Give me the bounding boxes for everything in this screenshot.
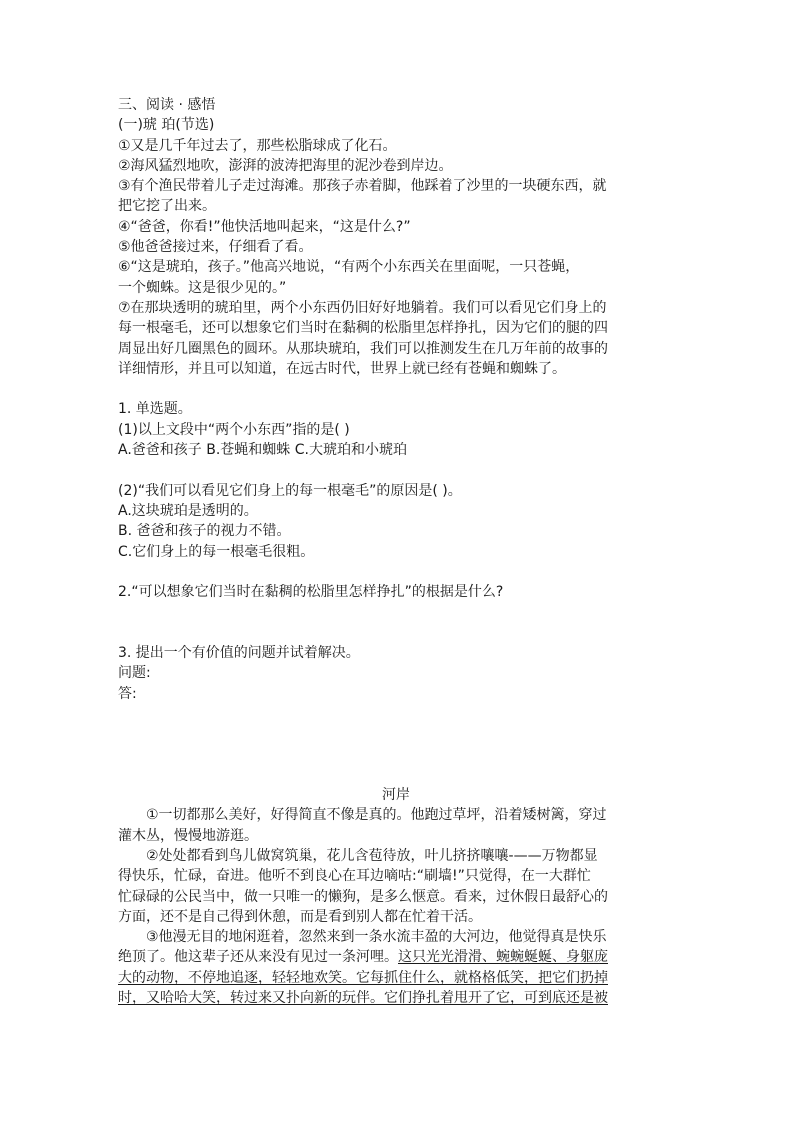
blank-line: [118, 562, 674, 582]
answer-space: [118, 765, 674, 785]
passage1-line: ③有个渔民带着儿子走过海滩。那孩子赤着脚，他踩着了沙里的一块硬东西，就: [118, 178, 607, 195]
passage1-line: 周显出好几圈黑色的圆环。从那块琥珀，我们可以推测发生在几万年前的故事的: [118, 340, 608, 357]
plain-text: 绝顶了。他这辈子还从来没有见过一条河哩。: [118, 949, 398, 966]
answer-space: [118, 704, 674, 724]
answer-space: [118, 724, 674, 744]
passage1-line: ④“爸爸，你看!”他快活地叫起来，“这是什么?”: [118, 218, 411, 235]
passage2-paragraph3-line: [118, 968, 674, 988]
passage2-paragraph2-line: 方面，还不是自己得到休憩，而是看到别人都在忙着干活。: [118, 908, 482, 925]
underlined-sentence: 时，又哈哈大笑，转过来又扑向新的玩伴。: [118, 990, 384, 1007]
underlined-sentence: 它每抓住什么，就格格低笑，把它们扔掉: [356, 969, 608, 986]
passage2-paragraph1-line: ①一切都那么美好，好得简直不像是真的。他跑过草坪，沿着矮树篱，穿过: [146, 807, 607, 824]
passage1-line: 详细情形，并且可以知道，在远古时代，世界上就已经有苍蝇和蜘蛛了。: [118, 360, 566, 377]
question-2: 2.“可以想象它们当时在黏稠的松脂里怎样挣扎”的根据是什么?: [118, 584, 504, 601]
passage1-line: ⑦在那块透明的琥珀里，两个小东西仍旧好好地躺着。我们可以看见它们身上的: [118, 299, 607, 316]
underlined-sentence: 它们挣扎着甩开了它，可到底还是被: [384, 990, 608, 1007]
passage2-paragraph2-line: 忙碌碌的公民当中，做一只唯一的懒狗，是多么惬意。看来，过休假日最舒心的: [118, 888, 608, 905]
question-3-question-label: 问题:: [118, 665, 151, 682]
question-1-2-option-c: C.它们身上的每一根毫毛很粗。: [118, 543, 315, 560]
underlined-sentence: 大的动物，不停地追逐，轻轻地欢笑。: [118, 969, 356, 986]
question-1-2-stem: (2)“我们可以看见它们身上的每一根毫毛”的原因是( )。: [118, 482, 462, 499]
question-1-2-option-a: A.这块琥珀是透明的。: [118, 502, 258, 519]
section-heading: 三、阅读 · 感悟: [118, 97, 216, 113]
passage1-title: (一)琥 珀(节选): [118, 117, 215, 134]
passage2-paragraph1-line: 灌木丛，慢慢地游逛。: [118, 827, 258, 844]
passage2-title: 河岸: [382, 787, 410, 804]
passage1-line: ①又是几千年过去了，那些松脂球成了化石。: [118, 137, 397, 154]
worksheet-page: [118, 95, 674, 1008]
passage2-paragraph2-line: ②处处都看到鸟儿做窝筑巢，花儿含苞待放，叶儿挤挤嚷嚷-——万物都显: [146, 847, 598, 864]
answer-space: [118, 623, 674, 643]
question-3-stem: 3. 提出一个有价值的问题并试着解决。: [118, 645, 360, 662]
underlined-sentence: 这只光光滑滑、蜿蜿蜒蜒、身躯庞: [398, 949, 608, 966]
passage1-line: 把它挖了出来。: [118, 198, 216, 215]
passage2-paragraph3-line: ③他漫无目的地闲逛着，忽然来到一条水流丰盈的大河边，他觉得真是快乐: [146, 929, 607, 946]
passage2-paragraph2-line: 得快乐，忙碌，奋进。他听不到良心在耳边嘀咕:“刷墙!”只觉得，在一大群忙: [118, 868, 591, 885]
passage2-paragraph3-line: [118, 988, 674, 1008]
blank-line: [118, 460, 674, 480]
passage1-line: ②海风猛烈地吹，澎湃的波涛把海里的泥沙卷到岸边。: [118, 157, 453, 174]
question-1-2-option-b: B. 爸爸和孩子的视力不错。: [118, 523, 291, 540]
answer-space: [118, 745, 674, 765]
question-1-1-stem: (1)以上文段中“两个小东西”指的是( ): [118, 421, 350, 438]
passage2-paragraph3-line: [118, 947, 674, 967]
blank-line: [118, 379, 674, 399]
question-1-heading: 1. 单选题。: [118, 401, 192, 418]
passage1-line: 每一根毫毛，还可以想象它们当时在黏稠的松脂里怎样挣扎，因为它们的腿的四: [118, 320, 608, 337]
passage1-line: ⑥“这是琥珀，孩子。”他高兴地说，“有两个小东西关在里面呢，一只苍蝇，: [118, 259, 580, 276]
passage1-line: ⑤他爸爸接过来，仔细看了看。: [118, 239, 313, 256]
question-1-1-options: A.爸爸和孩子 B.苍蝇和蜘蛛 C.大琥珀和小琥珀: [118, 442, 407, 459]
passage1-line: 一个蜘蛛。这是很少见的。”: [118, 279, 287, 296]
question-3-answer-label: 答:: [118, 685, 137, 702]
answer-space: [118, 602, 674, 622]
